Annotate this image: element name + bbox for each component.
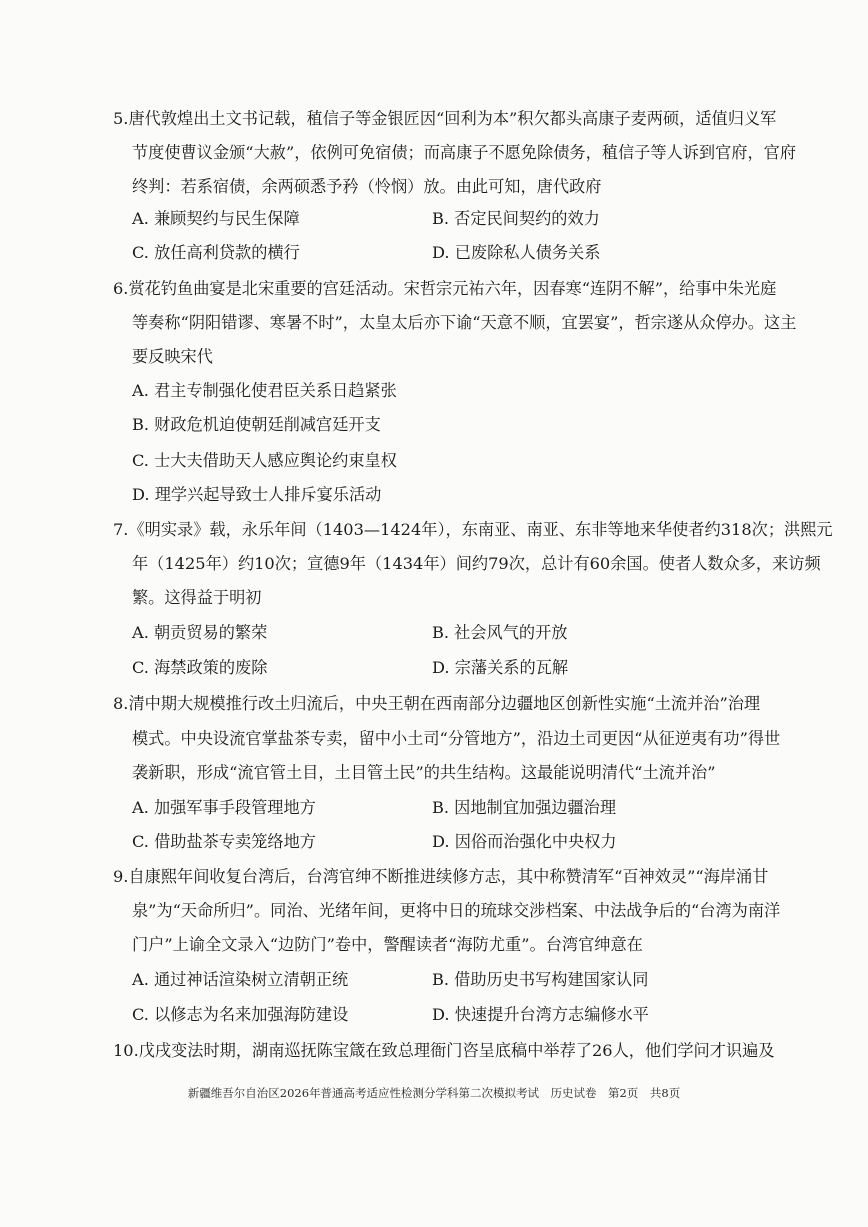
q8-option-b: B. 因地制宜加强边疆治理 bbox=[432, 798, 617, 817]
q9-option-b: B. 借助历史书写构建国家认同 bbox=[432, 970, 649, 989]
q6-option-d: D. 理学兴起导致士人排斥宴乐活动 bbox=[132, 485, 382, 504]
q5-option-b: B. 否定民间契约的效力 bbox=[432, 209, 600, 228]
q7-option-c: C. 海禁政策的废除 bbox=[132, 658, 268, 677]
q7-option-a: A. 朝贡贸易的繁荣 bbox=[132, 623, 268, 642]
q7-option-b: B. 社会风气的开放 bbox=[432, 623, 568, 642]
q9-line-1: 9.自康熙年间收复台湾后，台湾官绅不断推进续修方志，其中称赞清军“百神效灵”“海岸涌甘 bbox=[113, 867, 769, 886]
q6-line-2: 等奏称“阴阳错谬、寒暑不时”，太皇太后亦下谕“天意不顺，宜罢宴”，哲宗遂从众停办。这主 bbox=[132, 313, 797, 332]
q8-line-2: 模式。中央设流官掌盐茶专卖，留中小土司“分管地方”，沿边土司更因“从征逆夷有功”得世 bbox=[132, 729, 781, 748]
q7-line-1: 7.《明实录》载，永乐年间（1403—1424年），东南亚、南亚、东非等地来华使者约318次；洪熙元 bbox=[113, 520, 833, 539]
q6-option-b: B. 财政危机迫使朝廷削减宫廷开支 bbox=[132, 415, 381, 434]
q10-line-1: 10.戊戌变法时期，湖南巡抚陈宝箴在致总理衙门咨呈底稿中举荐了26人，他们学问才识遍及 bbox=[113, 1041, 775, 1060]
q8-option-c: C. 借助盐茶专卖笼络地方 bbox=[132, 832, 316, 851]
q5-line-3: 终判：若系宿债，余两硕悉予矜（怜悯）放。由此可知，唐代政府 bbox=[132, 177, 602, 196]
q6-option-a: A. 君主专制强化使君臣关系日趋紧张 bbox=[132, 381, 397, 400]
q7-line-3: 繁。这得益于明初 bbox=[132, 588, 262, 607]
q5-option-c: C. 放任高利贷款的横行 bbox=[132, 243, 300, 262]
q9-option-c: C. 以修志为名来加强海防建设 bbox=[132, 1005, 349, 1024]
q8-option-d: D. 因俗而治强化中央权力 bbox=[432, 832, 617, 851]
q7-option-d: D. 宗藩关系的瓦解 bbox=[432, 658, 569, 677]
page-footer: 新疆维吾尔自治区2026年普通高考适应性检测分学科第二次模拟考试 历史试卷 第2页 共8页 bbox=[187, 1086, 681, 1100]
q5-option-d: D. 已废除私人债务关系 bbox=[432, 243, 601, 262]
q9-option-a: A. 通过神话渲染树立清朝正统 bbox=[132, 970, 349, 989]
q6-line-1: 6.赏花钓鱼曲宴是北宋重要的宫廷活动。宋哲宗元祐六年，因春寒“连阴不解”，给事中朱光庭 bbox=[113, 279, 777, 298]
q6-line-3: 要反映宋代 bbox=[132, 347, 213, 366]
q7-line-2: 年（1425年）约10次；宣德9年（1434年）间约79次，总计有60余国。使者人数众多，来访频 bbox=[132, 554, 821, 573]
q8-line-3: 袭新职，形成“流官管土目，土目管土民”的共生结构。这最能说明清代“土流并治” bbox=[132, 763, 716, 782]
q5-line-1: 5.唐代敦煌出土文书记载，稙信子等金银匠因“回利为本”积欠都头高康子麦两硕，适值归义军 bbox=[113, 109, 777, 128]
q9-line-3: 门户”上谕全文录入“边防门”卷中，警醒读者“海防尤重”。台湾官绅意在 bbox=[132, 935, 643, 954]
q8-option-a: A. 加强军事手段管理地方 bbox=[132, 798, 316, 817]
q5-option-a: A. 兼顾契约与民生保障 bbox=[132, 209, 300, 228]
q9-line-2: 泉”为“天命所归”。同治、光绪年间，更将中日的琉球交涉档案、中法战争后的“台湾为南洋 bbox=[132, 901, 781, 920]
q6-option-c: C. 士大夫借助天人感应舆论约束皇权 bbox=[132, 451, 397, 470]
q9-option-d: D. 快速提升台湾方志编修水平 bbox=[432, 1005, 649, 1024]
q8-line-1: 8.清中期大规模推行改土归流后，中央王朝在西南部分边疆地区创新性实施“土流并治”治理 bbox=[113, 694, 761, 713]
q5-line-2: 节度使曹议金颁“大赦”，依例可免宿债；而高康子不愿免除债务，稙信子等人诉到官府，官府 bbox=[132, 143, 797, 162]
